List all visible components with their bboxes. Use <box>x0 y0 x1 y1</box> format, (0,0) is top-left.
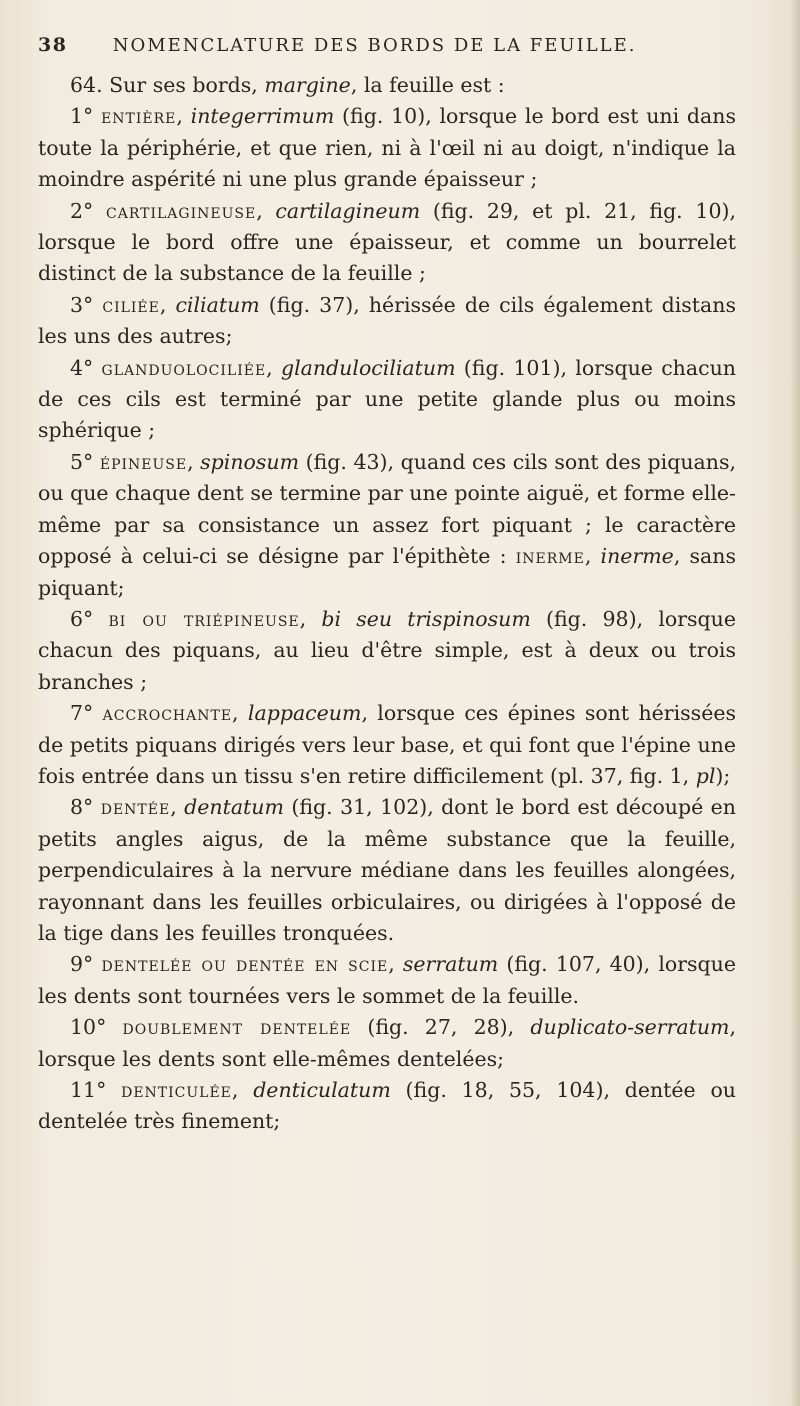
latin-term: serratum <box>402 952 499 977</box>
latin-term: margine <box>264 73 351 97</box>
term-small-caps: épineuse <box>99 449 188 474</box>
latin-term: dentatum <box>184 795 284 820</box>
item-number: 3° <box>70 292 103 317</box>
text-run: (fig. 98), lorsque chacun des piquans, au lieu d'être simple, est à deux ou trois branches ; <box>38 606 736 694</box>
text-run: (fig. 37), hérissée de cils également distans les uns des autres; <box>38 292 736 349</box>
latin-term: cartilagineum <box>275 198 421 223</box>
text-run: , <box>388 952 403 977</box>
term-small-caps: dentée <box>100 795 171 820</box>
paragraph <box>38 949 736 1012</box>
item-number: 2° <box>70 198 106 223</box>
item-number: 11° <box>70 1078 122 1102</box>
text-run: (fig. 29, et pl. 21, fig. 10), lorsque le bord offre une épaisseur, et comme un bourrelet distinct de la substance de la feuille ; <box>38 198 736 286</box>
paragraph <box>38 698 736 792</box>
page-number: 38 <box>38 34 68 56</box>
latin-term: ciliatum <box>175 292 260 317</box>
text-run: (fig. 31, 102), dont le bord est découpé en petits angles aigus, de la même substance que la feuille, perpendiculaires à la nervure médiane dans les feuilles alongées, rayonnant dans les feuilles orbiculaires, ou dirigées à l'opposé de la tige dans les feuilles tronquées. <box>38 795 736 945</box>
term-small-caps: inerme <box>515 544 585 569</box>
text-run: , <box>176 104 191 129</box>
paragraph <box>38 1012 736 1075</box>
item-number: 10° <box>70 1015 123 1040</box>
item-number: 7° <box>70 701 103 726</box>
paragraph <box>38 101 736 195</box>
text-run: (fig. 18, 55, 104), dentée ou dentelée très finement; <box>38 1078 736 1134</box>
paragraph <box>38 70 736 101</box>
term-small-caps: entière <box>101 104 177 129</box>
paragraph <box>38 447 736 604</box>
text-run: , <box>266 355 281 380</box>
latin-term: denticulatum <box>253 1078 391 1102</box>
text-run: (fig. 107, 40), lorsque les dents sont tournées vers le sommet de la feuille. <box>38 952 737 1008</box>
term-small-caps: glanduolociliée <box>101 355 267 380</box>
term-small-caps: bi ou triépineuse <box>108 606 300 631</box>
text-run: , la feuille est : <box>350 73 505 97</box>
paragraph <box>38 290 736 353</box>
page-edge-shadow <box>790 0 800 1406</box>
latin-term: duplicato-serratum <box>530 1015 730 1040</box>
text-run: (fig. 43), quand ces cils sont des piquans, ou que chaque dent se termine par une pointe aiguë, et forme elle-même par sa consistance un assez fort piquant ; le caractère opposé à celui-ci se désigne par l'épithète : <box>38 449 736 569</box>
text-run: , <box>584 544 601 569</box>
text-run: , <box>187 449 201 474</box>
latin-term: lappaceum <box>247 701 362 726</box>
latin-term: glandulociliatum <box>280 355 456 380</box>
item-number: 64. <box>70 73 110 97</box>
latin-term: integerrimum <box>190 104 335 129</box>
item-number: 9° <box>70 952 102 977</box>
latin-term: pl <box>695 763 716 788</box>
text-run: (fig. 101), lorsque chacun de ces cils est terminé par une petite glande plus ou moins sphérique ; <box>38 355 736 443</box>
item-number: 8° <box>70 795 101 820</box>
text-run: , sans piquant; <box>38 544 736 600</box>
paragraph <box>38 1075 736 1138</box>
text-run: (fig. 27, 28), <box>351 1015 531 1040</box>
text-run: , <box>299 606 322 631</box>
text-run: Sur ses bords, <box>109 73 265 97</box>
running-header <box>38 34 728 56</box>
paragraph <box>38 353 736 447</box>
latin-term: spinosum <box>200 449 300 474</box>
paragraph <box>38 196 736 290</box>
item-number: 5° <box>70 449 100 474</box>
paragraph <box>38 604 736 698</box>
text-run: (fig. 10), lorsque le bord est uni dans toute la périphérie, et que rien, ni à l'œil ni au doigt, n'indique la moindre aspérité ni une plus grande épaisseur ; <box>38 104 736 192</box>
term-small-caps: accrochante <box>102 701 233 726</box>
text-run: ); <box>715 763 731 788</box>
latin-term: bi seu trispinosum <box>321 606 531 631</box>
item-number: 4° <box>70 355 102 380</box>
text-run: , lorsque les dents sont elle-mêmes dentelées; <box>38 1015 737 1071</box>
term-small-caps: dentelée ou dentée en scie <box>101 952 389 977</box>
item-number: 6° <box>70 606 109 631</box>
paragraph <box>38 792 736 949</box>
text-run: , <box>232 701 248 726</box>
text-run: , <box>231 1078 254 1102</box>
text-run: , lorsque ces épines sont hérissées de petits piquans dirigés vers leur base, et qui font que l'épine une fois entrée dans un tissu s'en retire difficilement (pl. 37, fig. 1, <box>38 701 736 788</box>
latin-term: inerme <box>600 544 674 569</box>
text-run: , <box>256 198 276 223</box>
item-number: 1° <box>70 104 102 129</box>
term-small-caps: ciliée <box>102 292 160 317</box>
term-small-caps: doublement dentelée <box>122 1015 352 1040</box>
text-run: , <box>170 795 185 820</box>
running-title: NOMENCLATURE DES BORDS DE LA FEUILLE. <box>112 35 637 56</box>
body-text <box>38 70 736 1138</box>
text-run: , <box>159 292 176 317</box>
term-small-caps: denticulée <box>121 1078 232 1102</box>
term-small-caps: cartilagineuse <box>106 198 257 223</box>
